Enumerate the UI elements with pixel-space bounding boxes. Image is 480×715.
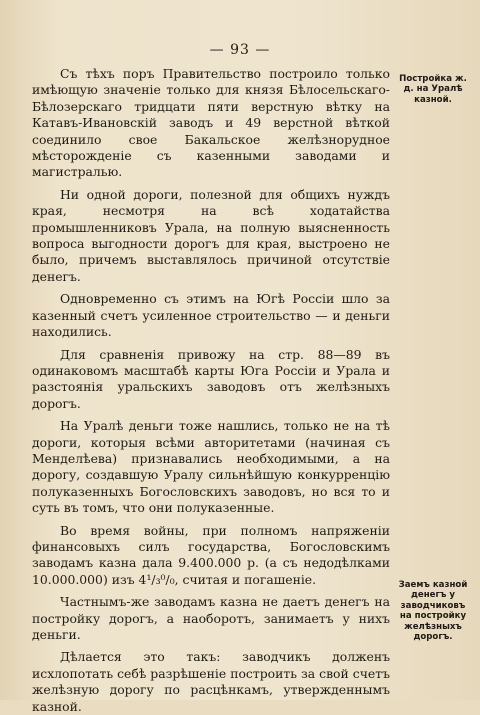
paragraph-8: Дѣлается это такъ: заводчикъ долженъ исхлопотать себѣ разрѣшеніе построить за свой счетъ желѣзную дорогу по расцѣнкамъ, утвержденнымъ казной. [32, 649, 390, 714]
paragraph-3: Одновременно съ этимъ на Югѣ Россіи шло за казенный счетъ усиленное строительство — и деньги находились. [32, 291, 390, 340]
paragraph-6: Во время войны, при полномъ напряженіи финансовыхъ силъ государства, Богословскимъ заводамъ казна дала 9.400.000 р. (а съ недодѣлками 10.000.000) изъ 4¹/₃⁰/₀, считая и погашеніе. [32, 522, 390, 587]
page-number: — 93 — [209, 42, 271, 58]
paragraph-1: Съ тѣхъ поръ Правительство построило только имѣющую значеніе только для князя Бѣлосельскаго-Бѣлозерскаго тридцати пяти верстную вѣтку на Катавъ-Ивановскій заводъ и 49 верстной вѣткой соединило свое Бакальское желѣзнорудное мѣсторожденіе съ казенными заводами и магистралью. [32, 66, 390, 180]
main-text [32, 66, 390, 715]
paragraph-4: Для сравненія привожу на стр. 88—89 въ одинаковомъ масштабѣ карты Юга Россіи и Урала и разстоянія уральскихъ заводовъ отъ желѣзныхъ дорогъ. [32, 346, 390, 411]
side-note-state-loan: Заемъ казной денегъ у заводчиковъ на постройку желѣзныхъ дорогъ. [398, 580, 468, 643]
paragraph-2: Ни одной дороги, полезной для общихъ нуждъ края, несмотря на всѣ ходатайства промышленниковъ Урала, на полную выясненность вопроса выгодности дорогъ для края, выстроено не было, причемъ выставлялось причиной отсутствіе денегъ. [32, 186, 390, 284]
paragraph-7: Частнымъ-же заводамъ казна не даетъ денегъ на постройку дорогъ, а наоборотъ, занимаетъ у нихъ деньги. [32, 594, 390, 642]
side-note-railway-construction: Постройка ж. д. на Уралѣ казной. [399, 74, 467, 105]
paragraph-5: На Уралѣ деньги тоже нашлись, только не на тѣ дороги, которыя всѣми авторитетами (начиная съ Менделѣева) признавались необходимыми, а на дорогу, создавшую Уралу сильнѣйшую конкурренцію полуказенныхъ Богословскихъ заводовъ, но вся то и суть въ томъ, что они полуказенные. [32, 418, 390, 516]
